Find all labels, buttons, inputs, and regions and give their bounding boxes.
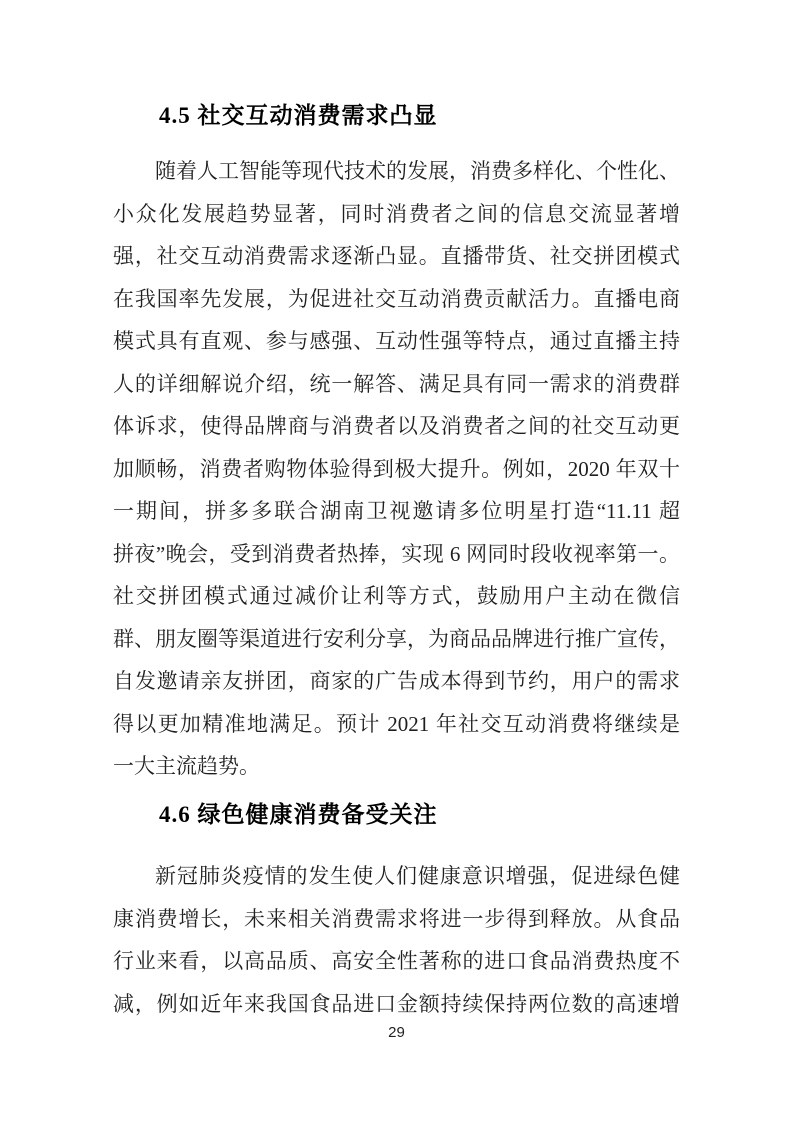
section-4-6-paragraph: [113, 855, 680, 1025]
paragraph-line: 行业来看，以高品质、高安全性著称的进口食品消费热度不: [113, 949, 680, 973]
paragraph-line: 一期间，拼多多联合湖南卫视邀请多位明星打造“11.11 超: [113, 499, 680, 523]
section-heading-4-5: 4.5 社交互动消费需求凸显: [159, 103, 438, 128]
page-number: 29: [388, 1024, 405, 1041]
paragraph-line: 拼夜”晚会，受到消费者热捧，实现 6 网同时段收视率第一。: [113, 541, 680, 566]
paragraph-line: 小众化发展趋势显著，同时消费者之间的信息交流显著增: [113, 201, 680, 226]
paragraph-line: 社交拼团模式通过减价让利等方式，鼓励用户主动在微信: [113, 584, 680, 608]
paragraph-line: 随着人工智能等现代技术的发展，消费多样化、个性化、: [155, 159, 680, 183]
paragraph-line: 群、朋友圈等渠道进行安利分享，为商品品牌进行推广宣传，: [113, 626, 680, 651]
paragraph-line: 得以更加精准地满足。预计 2021 年社交互动消费将继续是: [113, 711, 680, 736]
paragraph-line: 一大主流趋势。: [113, 754, 260, 778]
paragraph-line: 新冠肺炎疫情的发生使人们健康意识增强，促进绿色健: [155, 864, 680, 888]
section-4-5-paragraph: [113, 150, 680, 788]
paragraph-line: 强，社交互动消费需求逐渐凸显。直播带货、社交拼团模式: [113, 244, 680, 268]
paragraph-line: 模式具有直观、参与感强、互动性强等特点，通过直播主持: [113, 329, 680, 353]
paragraph-line: 康消费增长，未来相关消费需求将进一步得到释放。从食品: [113, 906, 680, 931]
section-heading-4-6: 4.6 绿色健康消费备受关注: [159, 802, 438, 827]
paragraph-line: 在我国率先发展，为促进社交互动消费贡献活力。直播电商: [113, 286, 680, 311]
paragraph-line: 体诉求，使得品牌商与消费者以及消费者之间的社交互动更: [113, 414, 680, 438]
paragraph-line: 自发邀请亲友拼团，商家的广告成本得到节约，用户的需求: [113, 669, 680, 693]
paragraph-line: 人的详细解说介绍，统一解答、满足具有同一需求的消费群: [113, 371, 680, 396]
paragraph-line: 减，例如近年来我国食品进口金额持续保持两位数的高速增: [113, 991, 680, 1016]
paragraph-line: 加顺畅，消费者购物体验得到极大提升。例如，2020 年双十: [113, 456, 680, 481]
